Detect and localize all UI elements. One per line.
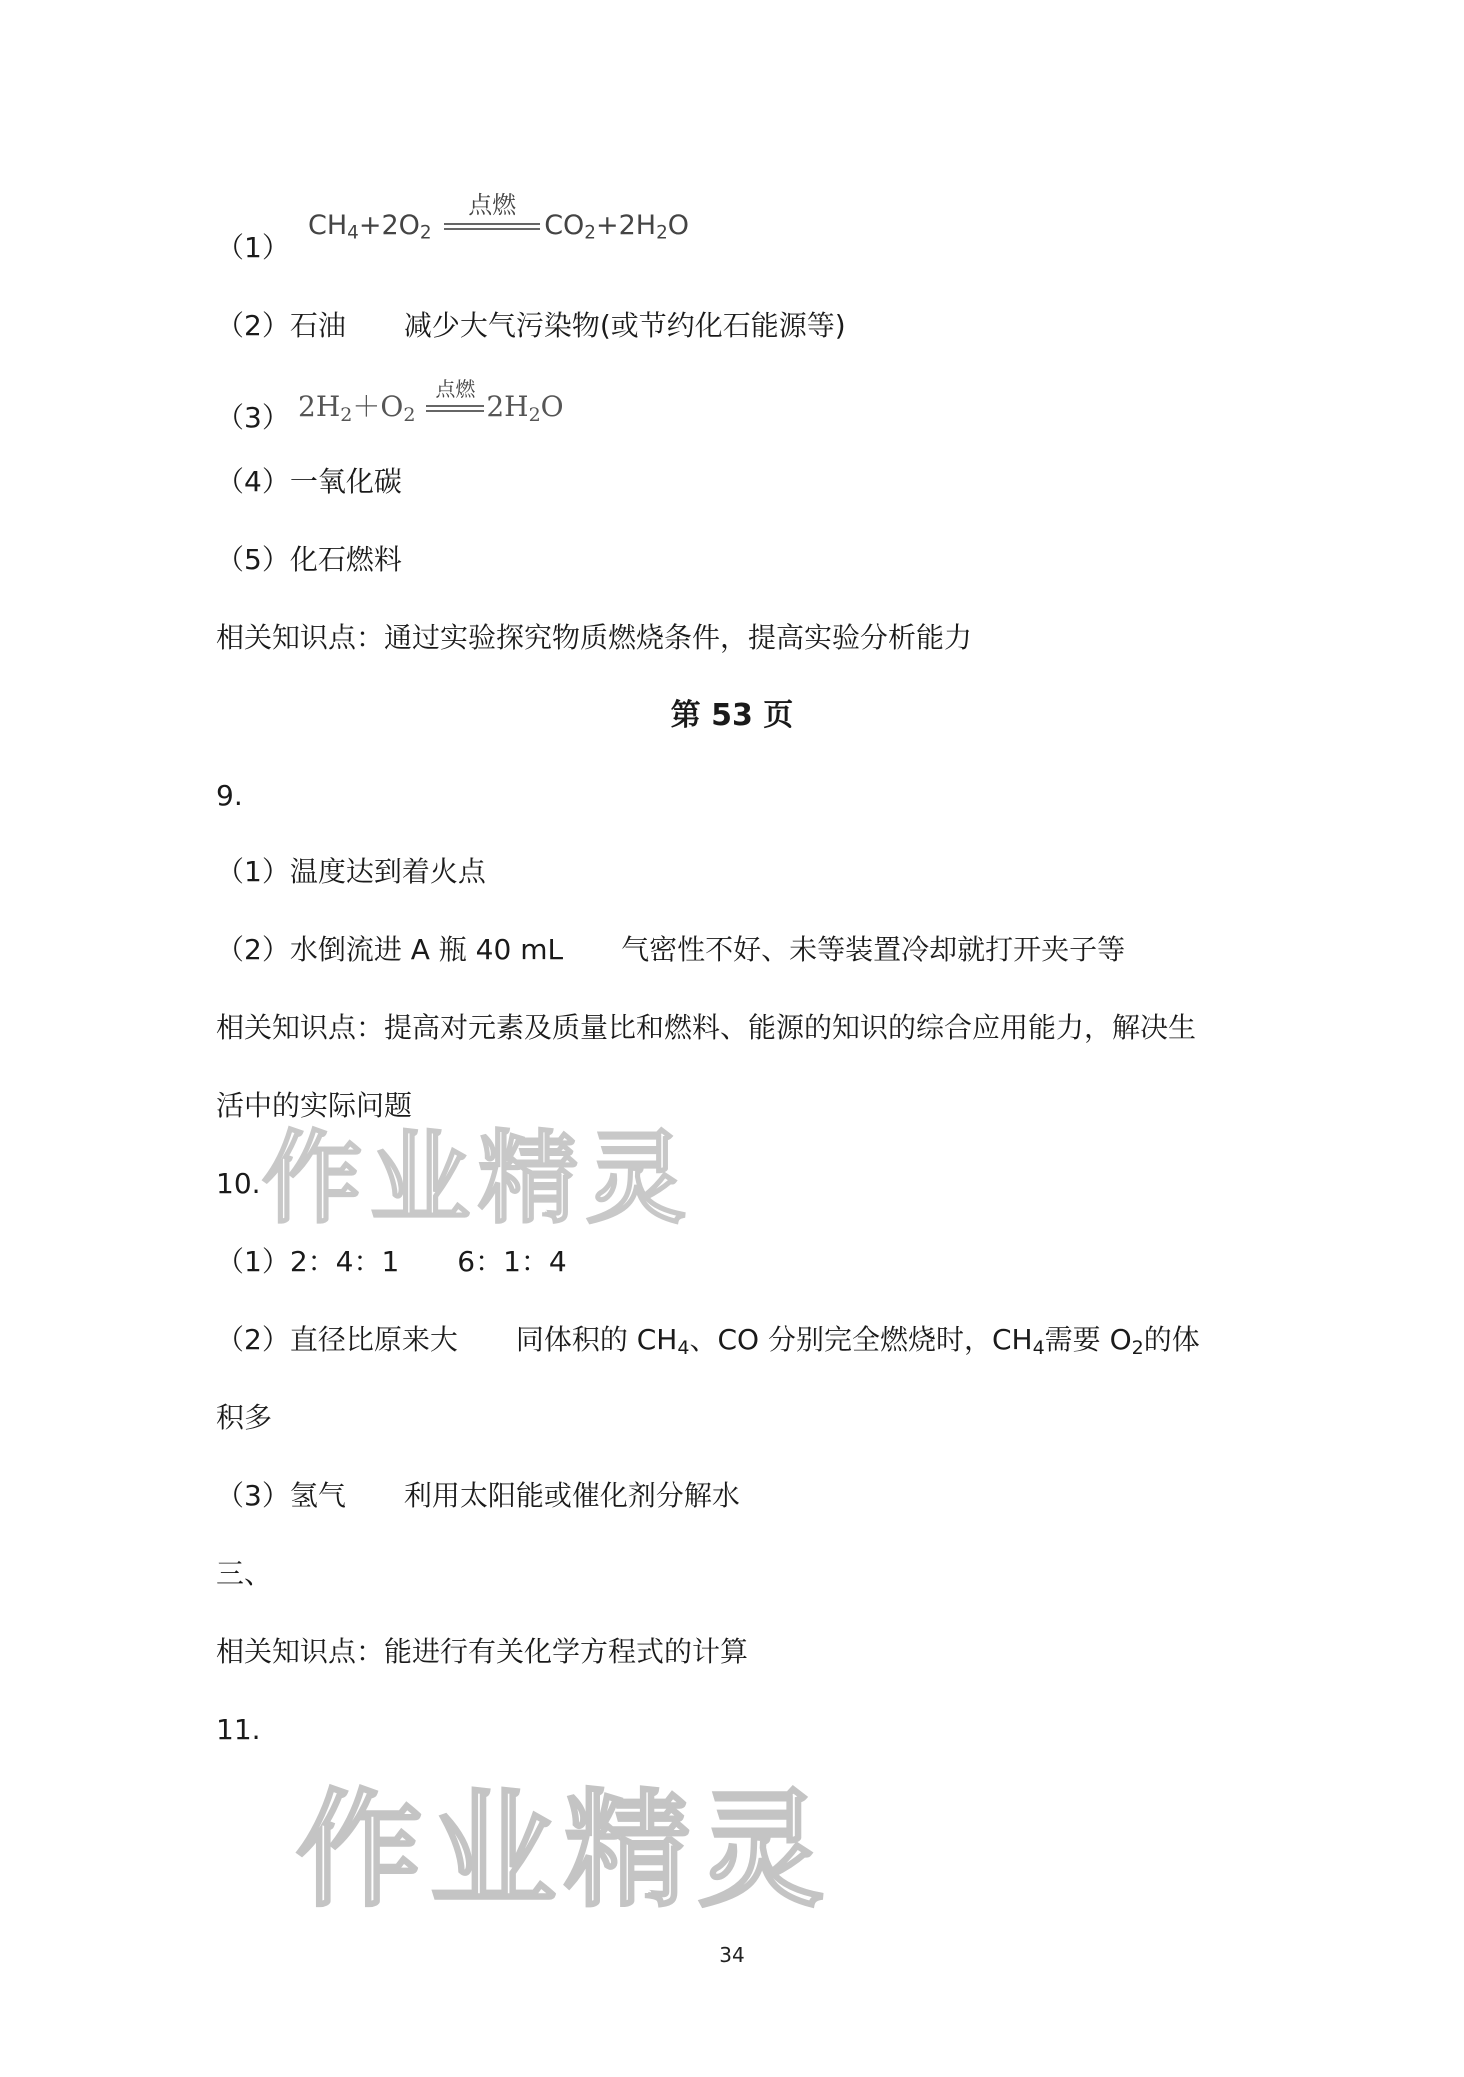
answer-line-continued: 积多 (216, 1401, 273, 1434)
knowledge-point: 相关知识点：能进行有关化学方程式的计算 (216, 1635, 749, 1668)
question-number: 10. (216, 1167, 261, 1200)
section-number: 三、 (216, 1557, 273, 1590)
watermark-logo: 作业精灵 (262, 1120, 694, 1237)
item-label: （3） (216, 401, 290, 434)
answer-line-4: （4）一氧化碳 (216, 465, 402, 498)
answer-line: （1）温度达到着火点 (216, 855, 486, 888)
answer-line: （2）水倒流进 A 瓶 40 mL 气密性不好、未等装置冷却就打开夹子等 (216, 933, 1126, 966)
knowledge-point-continued: 活中的实际问题 (216, 1089, 413, 1122)
answer-line: （2）直径比原来大 同体积的 $CH_4$、CO 分别完全燃烧时，$CH_4$需要 $O_2$的体 (216, 1323, 1200, 1359)
knowledge-point: 相关知识点：提高对元素及质量比和燃料、能源的知识的综合应用能力，解决生 (216, 1011, 1197, 1044)
page-heading: 第 53 页 (670, 698, 794, 733)
combustion-equation-hydrogen: $2H_2+O_2$ 点燃 $2H_2O$ (298, 377, 564, 426)
answer-line-3 (216, 398, 290, 438)
page-number: 34 (719, 1943, 745, 1967)
question-number: 9. (216, 779, 243, 812)
combustion-equation-methane: $CH_4+2O_2$ 点燃 $CO_2+2H_2O$ (308, 191, 690, 244)
watermark-logo: 作业精灵 (296, 1777, 832, 1924)
item-label: （1） (216, 231, 290, 264)
answer-line-1 (216, 228, 290, 268)
reaction-arrow-icon: 点燃 (444, 223, 540, 230)
answer-line-2: （2）石油 减少大气污染物(或节约化石能源等) (216, 309, 846, 342)
answer-line: （3）氢气 利用太阳能或催化剂分解水 (216, 1479, 740, 1512)
reaction-arrow-icon: 点燃 (426, 405, 484, 412)
question-number: 11. (216, 1713, 261, 1746)
knowledge-point: 相关知识点：通过实验探究物质燃烧条件，提高实验分析能力 (216, 621, 973, 654)
answer-line: （1）2：4：1 6：1：4 (216, 1245, 567, 1278)
answer-line-5: （5）化石燃料 (216, 543, 402, 576)
